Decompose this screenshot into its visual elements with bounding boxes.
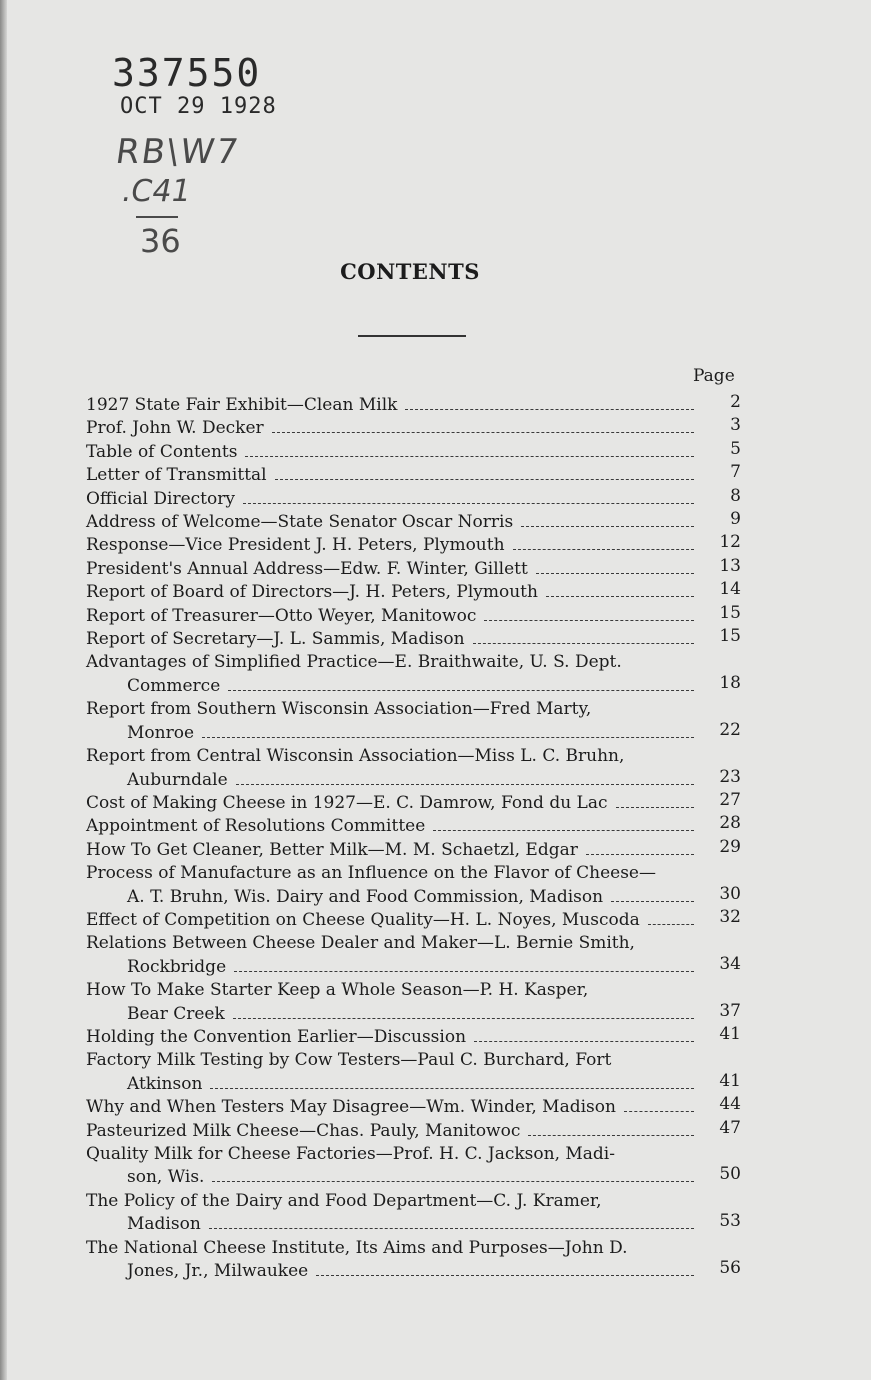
toc-page-number: 28 [719,813,741,834]
toc-page-number: 44 [719,1094,741,1115]
dot-leader [624,1111,694,1112]
dot-leader [202,737,694,738]
toc-page-number: 30 [719,883,741,904]
toc-page-number: 50 [719,1164,741,1185]
toc-entry-title: Holding the Convention Earlier—Discussion [86,1026,467,1047]
toc-page-number: 3 [730,415,741,436]
toc-entry-title: Table of Contents [86,441,238,462]
toc-entry-title: Effect of Competition on Cheese Quality—H. L. Noyes, Muscoda [86,909,640,930]
dot-leader [212,1181,694,1182]
dot-leader [484,620,694,621]
toc-entry-title: Pasteurized Milk Cheese—Chas. Pauly, Manitowoc [86,1120,521,1141]
toc-entry [86,1023,741,1049]
toc-entry-title: Report from Southern Wisconsin Association—Fred Marty, [86,699,592,720]
table-of-contents [86,394,741,1283]
dot-leader [648,924,694,925]
toc-entry-title: Report from Central Wisconsin Association—Miss L. C. Bruhn, [86,746,625,767]
toc-entry-title: Address of Welcome—State Senator Oscar Norris [86,512,514,533]
dot-leader [245,456,694,457]
toc-entry [86,1143,741,1190]
toc-entry-title: Rockbridge [127,956,227,977]
toc-page-number: 32 [719,906,741,927]
toc-page-number: 27 [719,789,741,810]
toc-entry [86,932,741,979]
toc-entry-title: son, Wis. [127,1167,205,1188]
toc-page-number: 7 [730,462,741,483]
dot-leader [405,409,694,410]
toc-page-number: 2 [730,392,741,412]
toc-page-number: 5 [730,438,741,459]
toc-entry [86,485,741,511]
toc-entry [86,1237,741,1284]
dot-leader [272,432,694,433]
dot-leader [210,1088,694,1089]
toc-entry [86,534,741,557]
dot-leader [316,1275,694,1276]
toc-entry-title: Factory Milk Testing by Cow Testers—Paul C. Burchard, Fort [86,1050,612,1071]
dot-leader [536,573,694,574]
toc-page-number: 41 [719,1070,741,1091]
dot-leader [234,971,694,972]
toc-page-number: 29 [719,836,741,857]
dot-leader [236,784,694,785]
dot-leader [233,1018,694,1019]
toc-entry [86,602,741,628]
page-column-label: Page [693,366,735,386]
toc-entry [86,1096,741,1119]
dot-leader [243,503,694,504]
dot-leader [513,549,694,550]
toc-entry-title: 1927 State Fair Exhibit—Clean Milk [86,395,398,415]
toc-page-number: 15 [719,626,741,647]
toc-page-number: 13 [719,555,741,576]
toc-entry-title: Report of Board of Directors—J. H. Peters, Plymouth [86,582,538,603]
toc-entry-title: Quality Milk for Cheese Factories—Prof. H. C. Jackson, Madi- [86,1144,615,1164]
toc-entry [86,789,741,815]
toc-entry [86,836,741,862]
toc-page-number: 47 [719,1117,741,1138]
toc-entry [86,511,741,534]
toc-page-number: 18 [719,672,741,693]
toc-entry-title: Madison [127,1214,201,1235]
toc-page-number: 41 [719,1023,741,1044]
toc-entry-title: How To Make Starter Keep a Whole Season—P. H. Kasper, [86,980,589,1001]
toc-entry-title: Cost of Making Cheese in 1927—E. C. Damrow, Fond du Lac [86,792,608,813]
toc-entry-title: Report of Secretary—J. L. Sammis, Madison [86,629,465,650]
toc-entry-title: Official Directory [86,488,235,509]
toc-entry-title: Prof. John W. Decker [86,418,264,439]
toc-page-number: 56 [719,1258,741,1279]
toc-entry-title: Relations Between Cheese Dealer and Maker—L. Bernie Smith, [86,933,635,954]
dot-leader [546,596,694,597]
toc-page-number: 22 [719,719,741,740]
title-divider [358,335,466,337]
toc-page-number: 23 [719,766,741,787]
dot-leader [521,526,694,527]
toc-entry [86,906,741,932]
toc-entry-title: Advantages of Simplified Practice—E. Braithwaite, U. S. Dept. [86,652,622,673]
toc-entry [86,979,741,1026]
toc-page-number: 8 [730,485,741,506]
dot-leader [616,807,695,808]
toc-entry-title: Atkinson [127,1073,203,1094]
toc-entry [86,581,741,604]
page-title: CONTENTS [340,259,480,284]
toc-entry-title: Letter of Transmittal [86,465,267,486]
toc-entry-title: President's Annual Address—Edw. F. Winter, Gillett [86,558,528,579]
toc-page-number: 37 [719,1000,741,1021]
toc-entry-title: Why and When Testers May Disagree—Wm. Winder, Madison [86,1097,616,1118]
toc-entry-title: A. T. Bruhn, Wis. Dairy and Food Commission, Madison [127,886,604,907]
toc-page-number: 14 [719,579,741,600]
dot-leader [474,1041,694,1042]
toc-entry-title: Report of Treasurer—Otto Weyer, Manitowoc [86,605,477,626]
toc-entry [86,1190,741,1237]
toc-entry [86,1117,741,1143]
call-number-rule [136,216,178,218]
toc-entry [86,745,741,792]
dot-leader [473,643,694,644]
dot-leader [611,901,694,902]
toc-entry-title: Process of Manufacture as an Influence on the Flavor of Cheese— [86,863,656,884]
toc-entry [86,628,741,651]
toc-entry-title: How To Get Cleaner, Better Milk—M. M. Schaetzl, Edgar [86,839,578,860]
toc-entry-title: Commerce [127,675,221,696]
library-stamp [112,52,277,120]
toc-entry-title: Bear Creek [127,1003,225,1024]
accession-number: 337550 [112,51,262,95]
toc-entry-title: Appointment of Resolutions Committee [86,816,426,837]
toc-entry [86,815,741,838]
dot-leader [275,479,694,480]
toc-entry [86,698,741,745]
toc-entry-title: The National Cheese Institute, Its Aims and Purposes—John D. [86,1237,628,1258]
toc-entry-title: Response—Vice President J. H. Peters, Plymouth [86,535,505,556]
toc-page-number: 34 [719,953,741,974]
toc-entry [86,438,741,464]
toc-page-number: 12 [719,532,741,553]
toc-entry-title: The Policy of the Dairy and Food Department—C. J. Kramer, [86,1190,602,1211]
page-edge [0,0,7,1380]
call-number-line-3: 36 [140,222,181,260]
toc-entry [86,1049,741,1096]
dot-leader [209,1228,694,1229]
dot-leader [528,1135,694,1136]
dot-leader [586,854,694,855]
toc-entry [86,394,741,417]
toc-entry [86,651,741,698]
stamp-date: OCT 29 1928 [120,94,277,119]
toc-entry [86,555,741,581]
dot-leader [228,690,694,691]
toc-entry [86,464,741,487]
call-number-line-2: .C41 [122,174,191,209]
toc-entry-title: Jones, Jr., Milwaukee [127,1261,309,1282]
call-number-line-1: RB\W7 [113,132,243,172]
toc-page-number: 53 [719,1211,741,1232]
toc-page-number: 15 [719,602,741,623]
toc-entry [86,862,741,909]
toc-entry [86,417,741,440]
toc-entry-title: Auburndale [127,769,228,790]
dot-leader [433,830,694,831]
toc-page-number: 9 [730,509,741,530]
toc-entry-title: Monroe [127,722,195,743]
